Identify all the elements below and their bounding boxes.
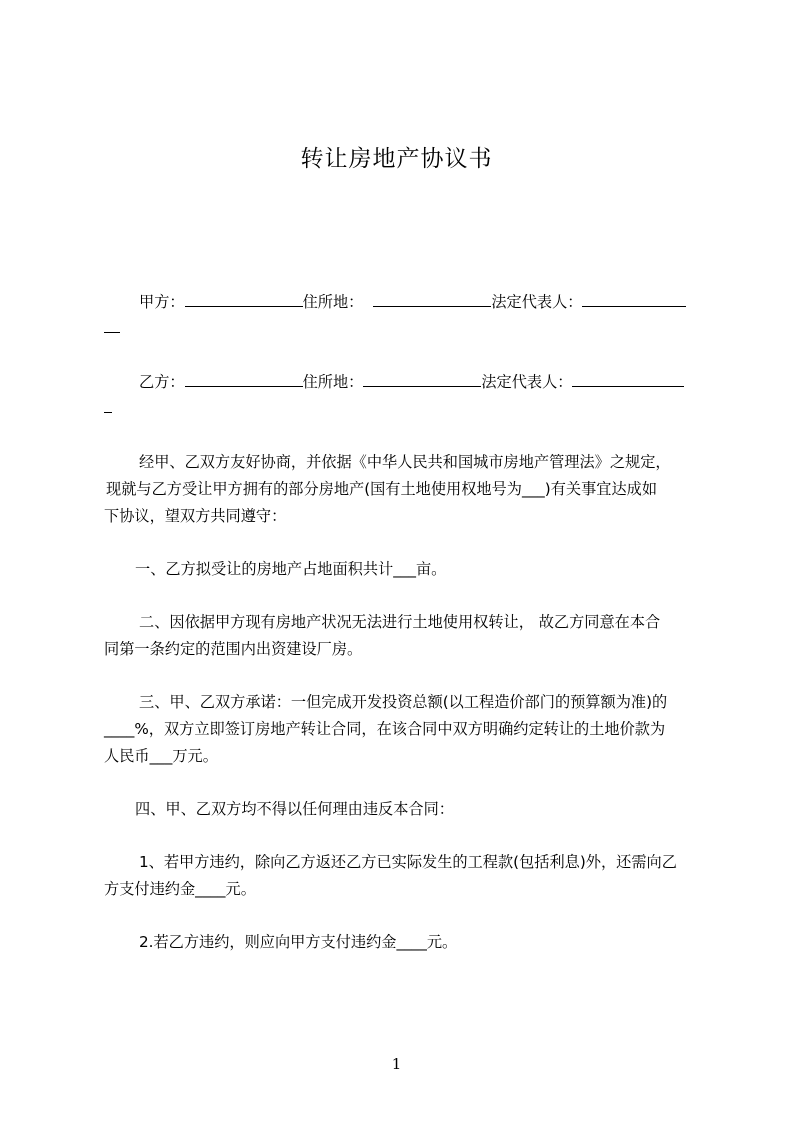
clause-3-line-2: ____%，双方立即签订房地产转让合同，在该合同中双方明确约定转让的土地价款为: [104, 720, 666, 738]
party-a-address-label: 住所地：: [302, 293, 364, 311]
sub-clause-1-line-2: 方支付违约金____元。: [104, 880, 256, 898]
party-b-line: [139, 372, 684, 392]
page-number: 1: [391, 1055, 402, 1073]
clause-1: 一、乙方拟受让的房地产占地面积共计___亩。: [135, 560, 447, 578]
party-a-address-blank: [373, 292, 491, 307]
preamble-line-1: 经甲、乙双方友好协商，并依据《中华人民共和国城市房地产管理法》之规定，: [139, 453, 671, 471]
sub-clause-2: 2.若乙方违约，则应向甲方支付违约金____元。: [139, 933, 458, 951]
clause-3-line-3: 人民币___万元。: [104, 747, 218, 765]
document-title: 转让房地产协议书: [300, 146, 493, 172]
party-a-rep-label: 法定代表人：: [491, 293, 583, 311]
party-a-rep-blank-wrap: [104, 318, 120, 338]
party-b-label: 乙方：: [139, 373, 185, 391]
clause-3-line-1: 三、甲、乙双方承诺：一但完成开发投资总额(以工程造价部门的预算额为准)的: [139, 693, 668, 711]
party-b-address-blank: [363, 372, 481, 387]
party-b-name-blank: [185, 372, 303, 387]
party-b-address-label: 住所地：: [302, 373, 364, 391]
party-a-label: 甲方：: [139, 293, 185, 311]
party-a-rep-blank: [582, 292, 686, 307]
preamble-line-3: 下协议，望双方共同遵守：: [104, 507, 287, 525]
party-a-name-blank: [185, 292, 303, 307]
preamble-line-2: 现就与乙方受让甲方拥有的部分房地产(国有土地使用权地号为___)有关事宜达成如: [106, 480, 658, 498]
party-b-rep-label: 法定代表人：: [481, 373, 573, 391]
party-b-rep-blank: [572, 372, 684, 387]
sub-clause-1-line-1: 1、若甲方违约，除向乙方返还乙方已实际发生的工程款(包括利息)外，还需向乙: [139, 853, 677, 871]
party-b-rep-blank-cont: [104, 398, 112, 413]
party-b-rep-blank-wrap: [104, 398, 112, 418]
party-a-line: [139, 292, 686, 312]
party-a-rep-blank-cont: [104, 318, 120, 333]
clause-2-line-2: 同第一条约定的范围内出资建设厂房。: [104, 640, 363, 658]
clause-2-line-1: 二、因依据甲方现有房地产状况无法进行土地使用权转让， 故乙方同意在本合: [139, 613, 661, 631]
clause-4: 四、甲、乙双方均不得以任何理由违反本合同：: [135, 800, 454, 818]
